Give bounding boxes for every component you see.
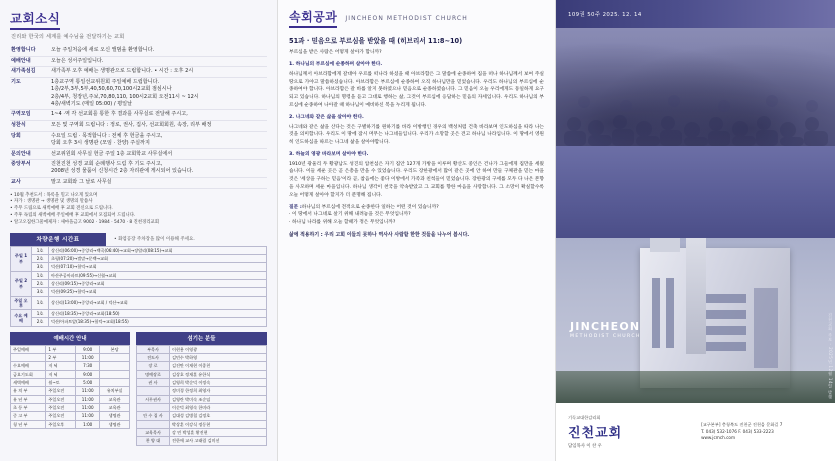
- bus-group-label: 주일 오후: [11, 296, 32, 310]
- news-bullet: • 10월 추천도서 : 목록을 밀고 나오게 있으며: [10, 192, 98, 198]
- news-row-value: [50, 149, 267, 160]
- serving-cell-a: 부목사: [137, 345, 170, 353]
- cover-logo-line1: JINCHEON: [570, 320, 641, 333]
- news-row-line: 2층/4부, 청장년,주보,70,80,110, 100시2교회 오전11시 ~ 12시: [51, 93, 199, 100]
- bus-vehicle-no: 2호: [32, 279, 49, 287]
- news-row-value: [50, 77, 267, 110]
- worship-cell-d: 교육관: [100, 395, 130, 403]
- church-name-en: JINCHEON METHODIST CHURCH: [345, 14, 468, 22]
- denomination-label: 기독교대한감리회: [568, 415, 601, 420]
- contact-line: www.jcmch.com: [701, 435, 736, 441]
- serving-cell-a: [137, 387, 170, 395]
- serving-block: [136, 332, 267, 446]
- bus-schedule-block: [10, 233, 267, 327]
- serving-row: [137, 428, 267, 436]
- bus-route: 초평(07:20)→벌말→문백→교회: [49, 254, 267, 262]
- question-item: · 하나님 나라를 위해 오늘 할때가 정은 무엇입니까?: [289, 220, 396, 226]
- bus-schedule-title: 차량운행 시간표: [10, 233, 106, 246]
- bus-route: 덕산/아파트앞(18:35)→합덕→교회(18:55): [49, 318, 267, 326]
- serving-row: [137, 403, 267, 411]
- serving-cell-b: 김영희 박순덕 이정숙: [170, 379, 267, 387]
- news-row-line: 새가족부 오후 예배는 생명관으로 드립합니다. • 시간 : 오후 2시: [51, 68, 194, 75]
- worship-cell-a: 새벽예배: [11, 379, 46, 387]
- crowd-silhouette-icon: [556, 28, 835, 146]
- question-item: · 이 땅에서 나그네로 살기 위해 내려놓을 것은 무엇입니까?: [289, 212, 411, 218]
- worship-cell-d: [100, 370, 130, 378]
- serving-cell-a: 찬 양 대: [137, 437, 170, 445]
- lesson-section-heading: 2. 나그네와 같은 삶을 살아야 한다.: [289, 114, 364, 120]
- worship-cell-b: 주일오전: [46, 403, 76, 411]
- bus-row: [11, 263, 267, 271]
- serving-cell-b: 박상훈 이강식 정동현: [170, 420, 267, 428]
- worship-table: [10, 345, 130, 429]
- church-tower-shape: [686, 238, 706, 354]
- congregation-photo: [556, 28, 835, 146]
- news-row-key: 환영합니다: [11, 47, 36, 54]
- contact-line: T. 043) 532-1076 F. 043) 533-2223: [701, 428, 774, 434]
- church-building-photo: [556, 238, 835, 403]
- bus-schedule-note: • 화염공장 주차장을 많이 이용해 주세요.: [114, 237, 195, 243]
- worship-cell-b: 저 녁: [46, 370, 76, 378]
- cover-logo-en: [570, 320, 641, 339]
- worship-cell-d: [100, 379, 130, 387]
- cover-contact-info: [701, 422, 835, 442]
- worship-cell-d: 생명관: [100, 412, 130, 420]
- serving-row: [137, 370, 267, 378]
- worship-cell-c: 11:00: [76, 403, 100, 411]
- serving-cell-a: [137, 403, 170, 411]
- bus-vehicle-no: 1호: [32, 296, 49, 310]
- cover-panel: [556, 0, 835, 461]
- bottom-tables: [10, 332, 267, 446]
- serving-row: [137, 354, 267, 362]
- serving-title: 섬기는 분들: [136, 332, 267, 345]
- news-row: [10, 177, 267, 188]
- worship-cell-c: 11:00: [76, 395, 100, 403]
- worship-cell-a: 금요기도회: [11, 370, 46, 378]
- bus-route: 아산주공아파트(09:55)→신협→교회: [49, 271, 267, 279]
- lesson-section-heading: 1. 하나님의 부르심에 순종하며 살아야 한다.: [289, 62, 383, 68]
- sermon-panel: [278, 0, 556, 461]
- worship-cell-b: 저 녁: [46, 362, 76, 370]
- news-row-value: [50, 67, 267, 78]
- news-row-value: [50, 160, 267, 178]
- bus-group-label: 수요 예배: [11, 310, 32, 327]
- news-bullets: [10, 193, 267, 227]
- worship-cell-a: 유 치 부: [11, 387, 46, 395]
- worship-cell-b: 월~토: [46, 379, 76, 387]
- cover-issue-bar: [556, 0, 835, 28]
- senior-pastor-label: 담임목사 이 찬 우: [568, 444, 602, 449]
- news-row-key: 문의안내: [11, 150, 31, 157]
- serving-cell-a: 안 수 집 사: [137, 412, 170, 420]
- news-row: [10, 160, 267, 178]
- news-row-line: 모든 및 구역회 드립니다 : 정로, 권사, 집사, 선교회회원, 속장, 리부 배정: [51, 122, 212, 129]
- serving-row: [137, 345, 267, 353]
- news-title: 교회소식: [10, 9, 60, 30]
- serving-cell-a: 전도사: [137, 354, 170, 362]
- worship-cell-d: 본당: [100, 345, 130, 353]
- serving-cell-a: 시무권사: [137, 395, 170, 403]
- news-row-key: 당회: [11, 132, 21, 139]
- serving-cell-b: 이순덕 최영숙 한미라: [170, 403, 267, 411]
- landscaping: [556, 371, 835, 403]
- sermon-header: [289, 8, 544, 28]
- serving-cell-b: 김영란 박미숙 조순임: [170, 395, 267, 403]
- news-row-line: 당회 오후 3시 생명관 (모임 · 찬양) 주실까지: [51, 139, 150, 146]
- news-row-line: 1~4 ·역 각 선교회를 통한 후 결과를 사무실로 전달해 주시고,: [51, 111, 188, 118]
- worship-cell-b: 주일오전: [46, 387, 76, 395]
- worship-cell-a: 중 고 부: [11, 412, 46, 420]
- worship-block: [10, 332, 130, 446]
- bus-vehicle-no: 3호: [32, 263, 49, 271]
- issue-info: 109권 50주 2025. 12. 14: [568, 12, 642, 18]
- lesson-intro: 부르심을 받은 사람은 어떻게 살아가 합니까?: [289, 50, 382, 55]
- news-row-key: 구역모임: [11, 111, 31, 118]
- contact-line: [교구본부] 충청북도 진천군 진천읍 문화길 7: [701, 422, 783, 428]
- news-row: [10, 77, 267, 110]
- worship-row: [11, 403, 130, 411]
- worship-cell-a: [11, 354, 46, 362]
- worship-cell-c: 5:00: [76, 379, 100, 387]
- serving-row: [137, 437, 267, 445]
- serving-cell-b: 정미경 한정희 최영자: [170, 387, 267, 395]
- worship-row: [11, 395, 130, 403]
- news-row-key: 예배안내: [11, 57, 31, 64]
- worship-cell-c: 7:30: [76, 362, 100, 370]
- news-bullet: • 알고오집한그물예제자 : 새마을금고 9002 · 1984 · 5470 · 8 진천경리교회: [10, 219, 159, 225]
- bus-row: [11, 310, 267, 318]
- cover-side-note: 진천교회 주보 · 2025년 12월 14일 발행: [828, 312, 833, 399]
- serving-cell-a: [137, 420, 170, 428]
- serving-row: [137, 420, 267, 428]
- bus-route: 상신리(18:35)→중앙리→교회(18:50): [49, 310, 267, 318]
- bus-vehicle-no: 2호: [32, 254, 49, 262]
- news-row-line: 선교위원회 사무실 헌금 주일 1층 교회학교 사무실에서: [51, 150, 173, 157]
- news-row-value: [50, 177, 267, 188]
- worship-cell-c: 11:00: [76, 354, 100, 362]
- bus-route: 상신리(13:00)→중앙리→교회 / 덕산→교회: [49, 296, 267, 310]
- question-item: 하나님의 부르심에 전적으로 순종한다 일하는 어떤 것이 있습니까?: [301, 204, 439, 210]
- cover-footer-identity: [556, 415, 701, 449]
- worship-cell-a: 청 년 부: [11, 420, 46, 428]
- worship-cell-b: 주일오전: [46, 395, 76, 403]
- news-row: [10, 56, 267, 67]
- news-row-key: 교사: [11, 179, 21, 186]
- worship-cell-c: 1:00: [76, 420, 100, 428]
- bus-route: 덕산(09:25)→합덕→교회: [49, 288, 267, 296]
- news-bullet: • 주무 드림으로 새벽예배 후 교회 전신으로 드립니다.: [10, 206, 113, 212]
- questions-block: [289, 204, 544, 227]
- bus-schedule-table: [10, 246, 267, 327]
- news-row-line: 1층교구역 통일선교위원회 주일예배 드립합니다.: [51, 78, 160, 85]
- worship-cell-c: 11:00: [76, 412, 100, 420]
- worship-cell-c: 9:00: [76, 370, 100, 378]
- news-row-line: 1층/2부,3부,5부,40,50,60,70,100시2교회 점심시나: [51, 86, 172, 93]
- serving-cell-b: 김진만 이재현 이종천: [170, 362, 267, 370]
- worship-cell-a: 초 등 부: [11, 403, 46, 411]
- news-bullet: • 자가 : 생명관 → 생명관 및 생명의 말씀사: [10, 199, 93, 205]
- serving-cell-a: 교육목사: [137, 428, 170, 436]
- serving-row: [137, 379, 267, 387]
- bus-route: 상신리(09:15)→중앙리→교회: [49, 279, 267, 287]
- serving-row: [137, 362, 267, 370]
- questions-label: 질문 :: [289, 204, 302, 210]
- serving-cell-b: 전한애 교사 고태림 김미선: [170, 437, 267, 445]
- worship-cell-c: 11:00: [76, 387, 100, 395]
- news-row: [10, 120, 267, 131]
- lesson-section-heading: 3. 하늘의 영광 바라보며 살아야 한다.: [289, 152, 369, 158]
- news-panel: [0, 0, 278, 461]
- bus-row: [11, 271, 267, 279]
- worship-cell-b: 주일오전: [46, 412, 76, 420]
- news-row-line: 진천진천 성경 교회 순례행사 드림 후 기도 주시고,: [51, 161, 163, 168]
- news-subtitle: 진리와 한국의 세계를 예수님을 전달하기는 교회: [11, 34, 125, 40]
- worship-cell-b: 1 부: [46, 345, 76, 353]
- news-row-key: 새가족섬김: [11, 68, 36, 75]
- bus-vehicle-no: 2호: [32, 318, 49, 326]
- bus-row: [11, 288, 267, 296]
- news-row: [10, 67, 267, 78]
- application-line: 삶에 적용하기 : 우리 고회 이들의 못하나 역사사 사람할 한한 것들을 나누어 봅시다.: [289, 231, 470, 238]
- cover-footer: [556, 403, 835, 461]
- serving-table: [136, 345, 267, 446]
- worship-row: [11, 387, 130, 395]
- serving-cell-a: 명예장로: [137, 370, 170, 378]
- news-row-value: [50, 46, 267, 56]
- worship-title: 예배시간 안내: [10, 332, 130, 345]
- worship-cell-b: 2 부: [46, 354, 76, 362]
- serving-row: [137, 387, 267, 395]
- lesson-body: [289, 49, 544, 240]
- serving-cell-b: 이현용 이영광: [170, 345, 267, 353]
- serving-cell-b: 김대성 김병철 김정호: [170, 412, 267, 420]
- lesson-section-body: 나그네와 같은 삶을 산다는 것은 구별하기를 원하기를 바라 이방행인 경우의 백성처럼 건축 바라보며 인도하심을 따라 나는 것을 의미합니다. 우리도 이 땅에 잠시 머무는 나그네들입니다. 우리가 소망할 곳은 견고 하나님 나라입니다. 이 땅에서 영원히 인도하심을 따르는 나그네 삶을 살아야합니다.: [289, 124, 544, 145]
- worship-cell-a: 주일예배: [11, 345, 46, 353]
- news-row-line: 4층/새벽기도 (매일 05:00) / 평일날: [51, 100, 133, 107]
- worship-row: [11, 345, 130, 353]
- worship-cell-d: [100, 354, 130, 362]
- church-building-shape: [640, 248, 790, 388]
- worship-row: [11, 354, 130, 362]
- cover-title-band: [556, 146, 835, 238]
- worship-cell-d: 유치부실: [100, 387, 130, 395]
- bus-row: [11, 318, 267, 326]
- news-row-line: 오늘은 성서주일입니다.: [51, 57, 104, 64]
- church-name-ko: 진천교회: [568, 426, 623, 441]
- worship-cell-d: [100, 362, 130, 370]
- news-row-value: [50, 56, 267, 67]
- cover-logo-line2: METHODIST CHURCH: [570, 334, 641, 339]
- worship-cell-a: 수요예배: [11, 362, 46, 370]
- news-row: [10, 110, 267, 121]
- news-bullet: • 주후 독립의 새벽예배 주일예배 후 교회에서 모집되어 드립니다.: [10, 212, 136, 218]
- worship-cell-a: 유 년 부: [11, 395, 46, 403]
- serving-cell-b: 강 민 박성훈 황진현: [170, 428, 267, 436]
- news-row: [10, 131, 267, 149]
- serving-row: [137, 395, 267, 403]
- bus-vehicle-no: 3호: [32, 288, 49, 296]
- news-row-key: 성찬식: [11, 122, 26, 129]
- worship-cell-d: 생명관: [100, 420, 130, 428]
- lesson-heading: 51과 · 믿음으로 부르심을 받았을 때 (히브리서 11:8~10): [289, 37, 463, 45]
- bus-row: [11, 296, 267, 310]
- bus-route: 상신리(06:00)→중앙리→백곡(06:40)→교회→장암리(08:15)→교회: [49, 246, 267, 254]
- worship-cell-b: 주일오후: [46, 420, 76, 428]
- worship-cell-d: 교육관: [100, 403, 130, 411]
- sermon-title: 속회공과: [289, 8, 337, 28]
- news-row-value: [50, 110, 267, 121]
- serving-cell-a: 권 사: [137, 379, 170, 387]
- bus-vehicle-no: 1호: [32, 310, 49, 318]
- worship-row: [11, 370, 130, 378]
- news-row-line: 오늘 주일처음에 새로 오신 앨범을 환영합니다.: [51, 47, 155, 54]
- news-row: [10, 149, 267, 160]
- news-row: [10, 46, 267, 56]
- news-row-value: [50, 131, 267, 149]
- worship-row: [11, 362, 130, 370]
- news-row-line: 말고 교회와 그 날로 사무실: [51, 179, 112, 186]
- news-row-key: 중앙부서: [11, 161, 31, 168]
- serving-cell-a: 장 로: [137, 362, 170, 370]
- worship-row: [11, 379, 130, 387]
- lesson-section-body: 하나님께서 아브라함에게 갈대아 우르를 떠나라 하셨을 때 아브라함은 그 말씀에 순종하여 집을 떠나 하나님께서 보여 주실 땅으로 가야고 말씀하셨습니다. 아브라함은 부르심에 순종하여 오직 하나님만을 믿었습니다. 우리도 하나님의 부르심에 순종하여야 합니다. 아브라함은 갈 바를 알지 못하였으나 믿음으로 순종하였습니다. 그 믿음이 오늘 우리에게도 동일하게 요구되고 있습니다. 하나님의 명령을 듣고 그대로 행하는 삶, 그것이 부르심에 응답하는 믿음의 자세입니다. 우리도 하나님의 부르심에 순종하여 나아갈 때 하나님이 예비하신 복을 누리게 됩니다.: [289, 71, 544, 108]
- serving-cell-b: 김상호 정재훈 유한식: [170, 370, 267, 378]
- serving-row: [137, 412, 267, 420]
- news-row-line: 2008년 성경 물품이 신청시간 2층 자리관에 게시되어 있습니다.: [51, 168, 194, 175]
- bus-row: [11, 279, 267, 287]
- serving-cell-b: 김민수 박하영: [170, 354, 267, 362]
- news-row-value: [50, 120, 267, 131]
- worship-cell-c: 9:00: [76, 345, 100, 353]
- bus-row: [11, 254, 267, 262]
- bus-vehicle-no: 1호: [32, 246, 49, 254]
- bus-row: [11, 246, 267, 254]
- lesson-section-body: 1910년 광울리 두 황광남도 성진의 압천섬은 자기 집안 127개 가방을 이루며 황산도 중인은 건나가 그들에게 집만을 세웠습니다. 이들 세운 곳은 곧 은총을 만을 수 있었습니다. 우리도 장한광에서 많이 같은 곳에 안 하여 만들 구체관을 믿는 마을 것은 '세상을 구하는 믿음'이라 곧, 참음에는 좋다 이방에서 가족과 친척들이 믿었습니다. 장한광의 구세를 모두 다 나온 본향을 사모하며 세운 마을입니다. 하나님 생각이 천국을 약속받았고 그 교회를 향한 마음을 사랑합니다. 그 소망이 확실할수록 오늘 어떻게 살아야 할지가 더 분명해 집니다.: [289, 161, 544, 198]
- worship-row: [11, 420, 130, 428]
- bus-route: 덕산(07:10)→합덕→교회: [49, 263, 267, 271]
- news-table: [10, 46, 267, 189]
- news-row-key: 기도: [11, 78, 21, 85]
- news-row-line: 수요일 드립 · 목적합니다 : 전체 후 헌금을 주시고,: [51, 132, 163, 139]
- bus-group-label: 주일 1부: [11, 246, 32, 271]
- bus-group-label: 주일 2부: [11, 271, 32, 296]
- worship-row: [11, 412, 130, 420]
- bus-vehicle-no: 1호: [32, 271, 49, 279]
